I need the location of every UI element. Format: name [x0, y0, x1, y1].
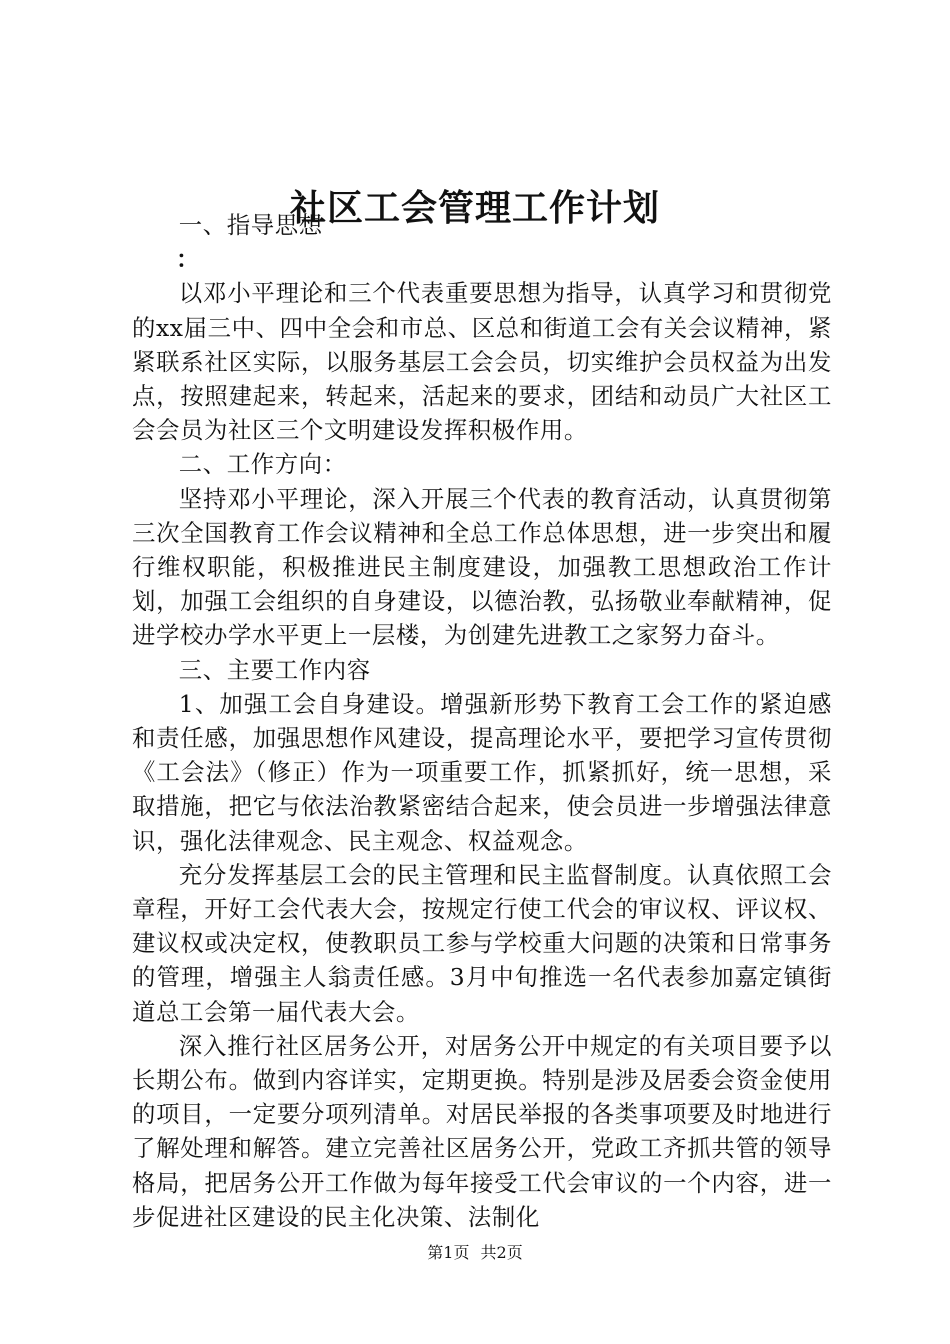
- document-body: [132, 208, 832, 1234]
- page-number: 第1页: [427, 1243, 470, 1262]
- paragraph-democratic-management: 充分发挥基层工会的民主管理和民主监督制度。认真依照工会章程，开好工会代表大会，按规定行使工代会的审议权、评议权、建议权或决定权，使教职员工参与学校重大问题的决策和日常事务的管理，增强主人翁责任感。3月中旬推选一名代表参加嘉定镇街道总工会第一届代表大会。: [132, 860, 832, 1026]
- section-heading-main-content: 三、主要工作内容: [178, 655, 371, 684]
- section-heading-work-direction: 二、工作方向：: [178, 450, 347, 479]
- paragraph-work-direction: 坚持邓小平理论，深入开展三个代表的教育活动，认真贯彻第三次全国教育工作会议精神和全总工作总体思想，进一步突出和履行维权职能，积极推进民主制度建设，加强教工思想政治工作计划，加强工会组织的自身建设，以德治教，弘扬敬业奉献精神，促进学校办学水平更上一层楼，为创建先进教工之家努力奋斗。: [132, 484, 832, 650]
- page-total: 共2页: [480, 1243, 523, 1262]
- page-footer: [0, 1242, 950, 1264]
- paragraph-affairs-disclosure: 深入推行社区居务公开，对居务公开中规定的有关项目要予以长期公布。做到内容详实，定期更换。特别是涉及居委会资金使用的项目，一定要分项列清单。对居民举报的各类事项要及时地进行了解处理和解答。建立完善社区居务公开，党政工齐抓共管的领导格局，把居务公开工作做为每年接受工代会审议的一个内容，进一步促进社区建设的民主化决策、法制化: [132, 1031, 832, 1231]
- paragraph-self-construction: 1、加强工会自身建设。增强新形势下教育工会工作的紧迫感和责任感，加强思想作风建设，提高理论水平，要把学习宣传贯彻《工会法》（修正）作为一项重要工作，抓紧抓好，统一思想，采取措施，把它与依法治教紧密结合起来，使会员进一步增强法律意识，强化法律观念、民主观念、权益观念。: [132, 689, 832, 855]
- document-title: 社区工会管理工作计划: [289, 187, 660, 229]
- section-heading-guiding-ideology: 一、指导思想: [178, 211, 323, 239]
- colon-line: ：: [176, 245, 200, 274]
- paragraph-guiding-ideology: 以邓小平理论和三个代表重要思想为指导，认真学习和贯彻党的xx届三中、四中全会和市总、区总和街道工会有关会议精神，紧紧联系社区实际，以服务基层工会会员，切实维护会员权益为出发点，按照建起来，转起来，活起来的要求，团结和动员广大社区工会会员为社区三个文明建设发挥积极作用。: [132, 279, 832, 445]
